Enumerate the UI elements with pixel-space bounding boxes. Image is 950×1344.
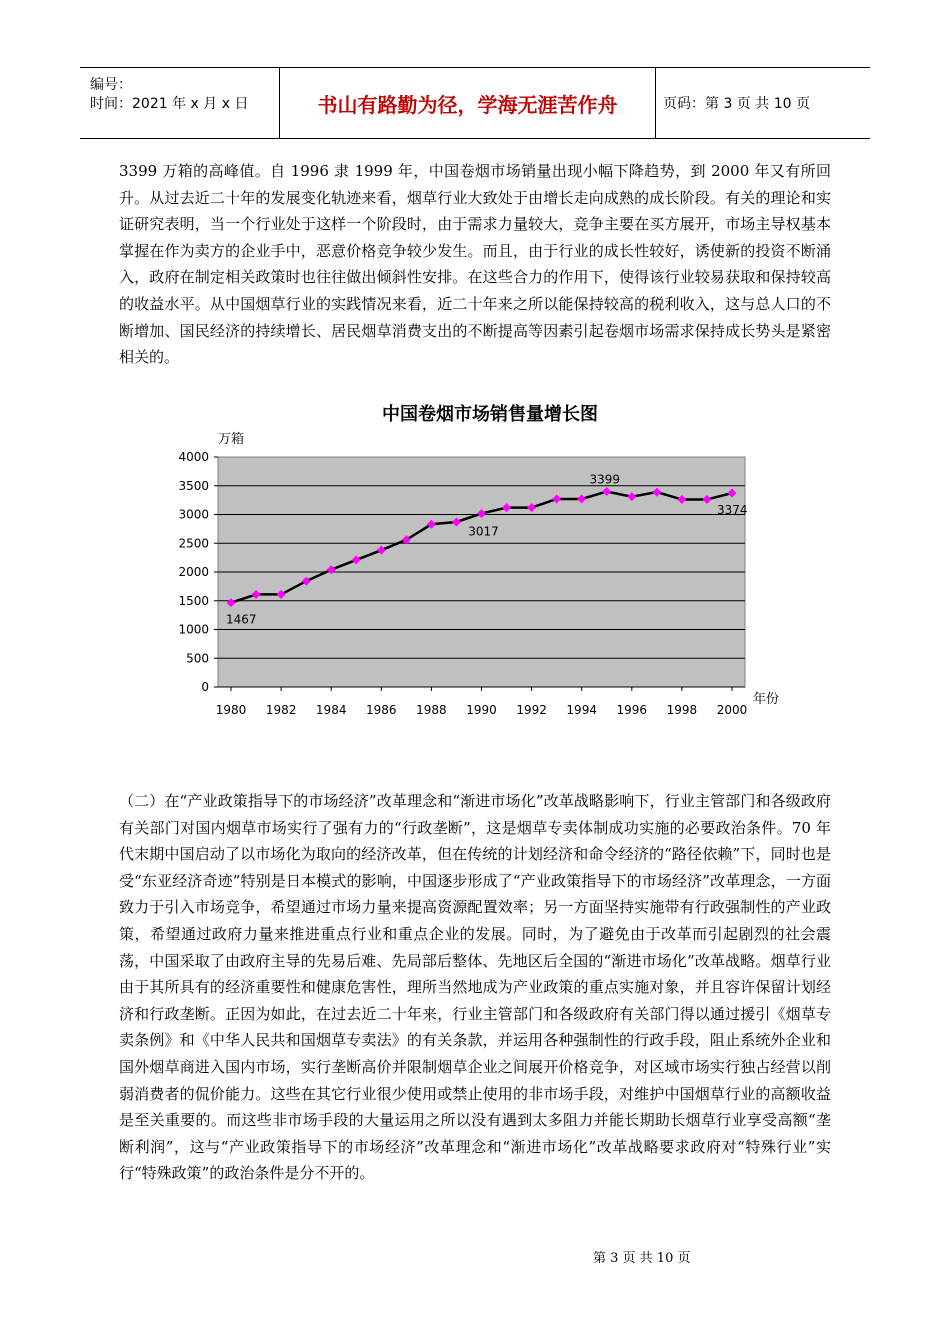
body-paragraph-2: （二）在“产业政策指导下的市场经济”改革理念和“渐进市场化”改革战略影响下，行业主管部门和各级政府有关部门对国内烟草市场实行了强有力的“行政垄断”，这是烟草专卖体制成功实施的必要政治条件。70 年代末期中国启动了以市场化为取向的经济改革，但在传统的计划经济和命令经济的“路径依赖”下，同时也是受“东亚经济奇迹”特别是日本模式的影响，中国逐步形成了“产业政策指导下的市场经济”改革理念，一方面致力于引入市场竞争，希望通过市场力量来提高资源配置效率；另一方面坚持实施带有行政强制性的产业政策，希望通过政府力量来推进重点行业和重点企业的发展。同时，为了避免由于改革而引起剧烈的社会震荡，中国采取了由政府主导的先易后难、先局部后整体、先地区后全国的“渐进市场化”改革战略。烟草行业由于其所具有的经济重要性和健康危害性，理所当然地成为产业政策的重点实施对象，并且容许保留计划经济和行政垄断。正因为如此，在过去近二十年来，行业主管部门和各级政府有关部门得以通过援引《烟草专卖条例》和《中华人民共和国烟草专卖法》的有关条款，并运用各种强制性的行政手段，阻止系统外企业和国外烟草商进入国内市场，实行垄断高价并限制烟草企业之间展开价格竞争，对区域市场实行独占经营以削弱消费者的侃价能力。这些在其它行业很少使用或禁止使用的非市场手段，对维护中国烟草行业的高额收益是至关重要的。而这些非市场手段的大量运用之所以没有遇到太多阻力并能长期助长烟草行业享受高额“垄断利润”，这与“产业政策指导下的市场经济”改革理念和“渐进市场化”改革战略要求政府对“特殊行业”实行“特殊政策”的政治条件是分不开的。 — [119, 792, 831, 1183]
code-label: 编号： — [90, 77, 132, 93]
data-label: 3374 — [717, 502, 748, 517]
header-page-label: 页码：第 3 页 共 10 页 — [663, 96, 810, 112]
y-tick-label: 3500 — [178, 478, 209, 493]
chart-title: 中国卷烟市场销售量增长图 — [382, 404, 598, 425]
x-tick-label: 1986 — [366, 703, 397, 717]
x-tick-label: 1998 — [666, 703, 698, 717]
x-tick-label: 1996 — [616, 703, 648, 717]
date-label: 时间：2021 年 x 月 x 日 — [90, 96, 249, 112]
y-tick-label: 4000 — [178, 450, 209, 464]
x-tick-label: 2000 — [716, 703, 748, 717]
page-footer: 第 3 页 共 10 页 — [593, 1251, 691, 1266]
body-paragraph-1: 3399 万箱的高峰值。自 1996 隶 1999 年，中国卷烟市场销量出现小幅下降趋势，到 2000 年又有所回升。从过去近二十年的发展变化轨迹来看，烟草行业大致处于由增长走向成熟的成长阶段。有关的理论和实证研究表明，当一个行业处于这样一个阶段时，由于需求力量较大，竞争主要在买方展开，市场主导权基本掌握在作为卖方的企业手中，恶意价格竞争较少发生。而且，由于行业的成长性较好，诱使新的投资不断涌入，政府在制定相关政策时也往往做出倾斜性安排。在这些合力的作用下，使得该行业较易获取和保持较高的收益水平。从中国烟草行业的实践情况来看，近二十年来之所以能保持较高的税利收入，这与总人口的不断增加、国民经济的持续增长、居民烟草消费支出的不断提高等因素引起卷烟市场需求保持成长势头是紧密相关的。 — [119, 162, 831, 367]
data-label: 1467 — [226, 612, 257, 627]
header-motto: 书山有路勤为径，学海无涯苦作舟 — [280, 68, 656, 138]
y-tick-label: 0 — [201, 680, 209, 694]
y-tick-label: 500 — [186, 651, 209, 666]
x-tick-label: 1980 — [215, 703, 247, 717]
x-tick-label: 1990 — [466, 703, 497, 717]
sales-growth-chart — [150, 390, 810, 730]
y-tick-label: 1000 — [178, 622, 209, 637]
page-header — [80, 67, 870, 139]
y-axis-label: 万箱 — [218, 432, 245, 447]
y-tick-label: 2500 — [178, 536, 209, 551]
data-label: 3399 — [589, 472, 621, 487]
header-info-cell — [80, 68, 280, 138]
x-tick-label: 1988 — [416, 703, 447, 717]
x-axis-label: 年份 — [753, 692, 780, 707]
y-tick-label: 1500 — [178, 593, 209, 608]
data-label: 3017 — [468, 524, 499, 539]
x-tick-label: 1994 — [566, 703, 597, 717]
y-tick-label: 3000 — [178, 507, 209, 522]
x-tick-label: 1992 — [516, 703, 547, 717]
y-tick-label: 2000 — [178, 565, 209, 579]
x-tick-label: 1982 — [265, 703, 297, 717]
x-tick-label: 1984 — [315, 703, 347, 717]
